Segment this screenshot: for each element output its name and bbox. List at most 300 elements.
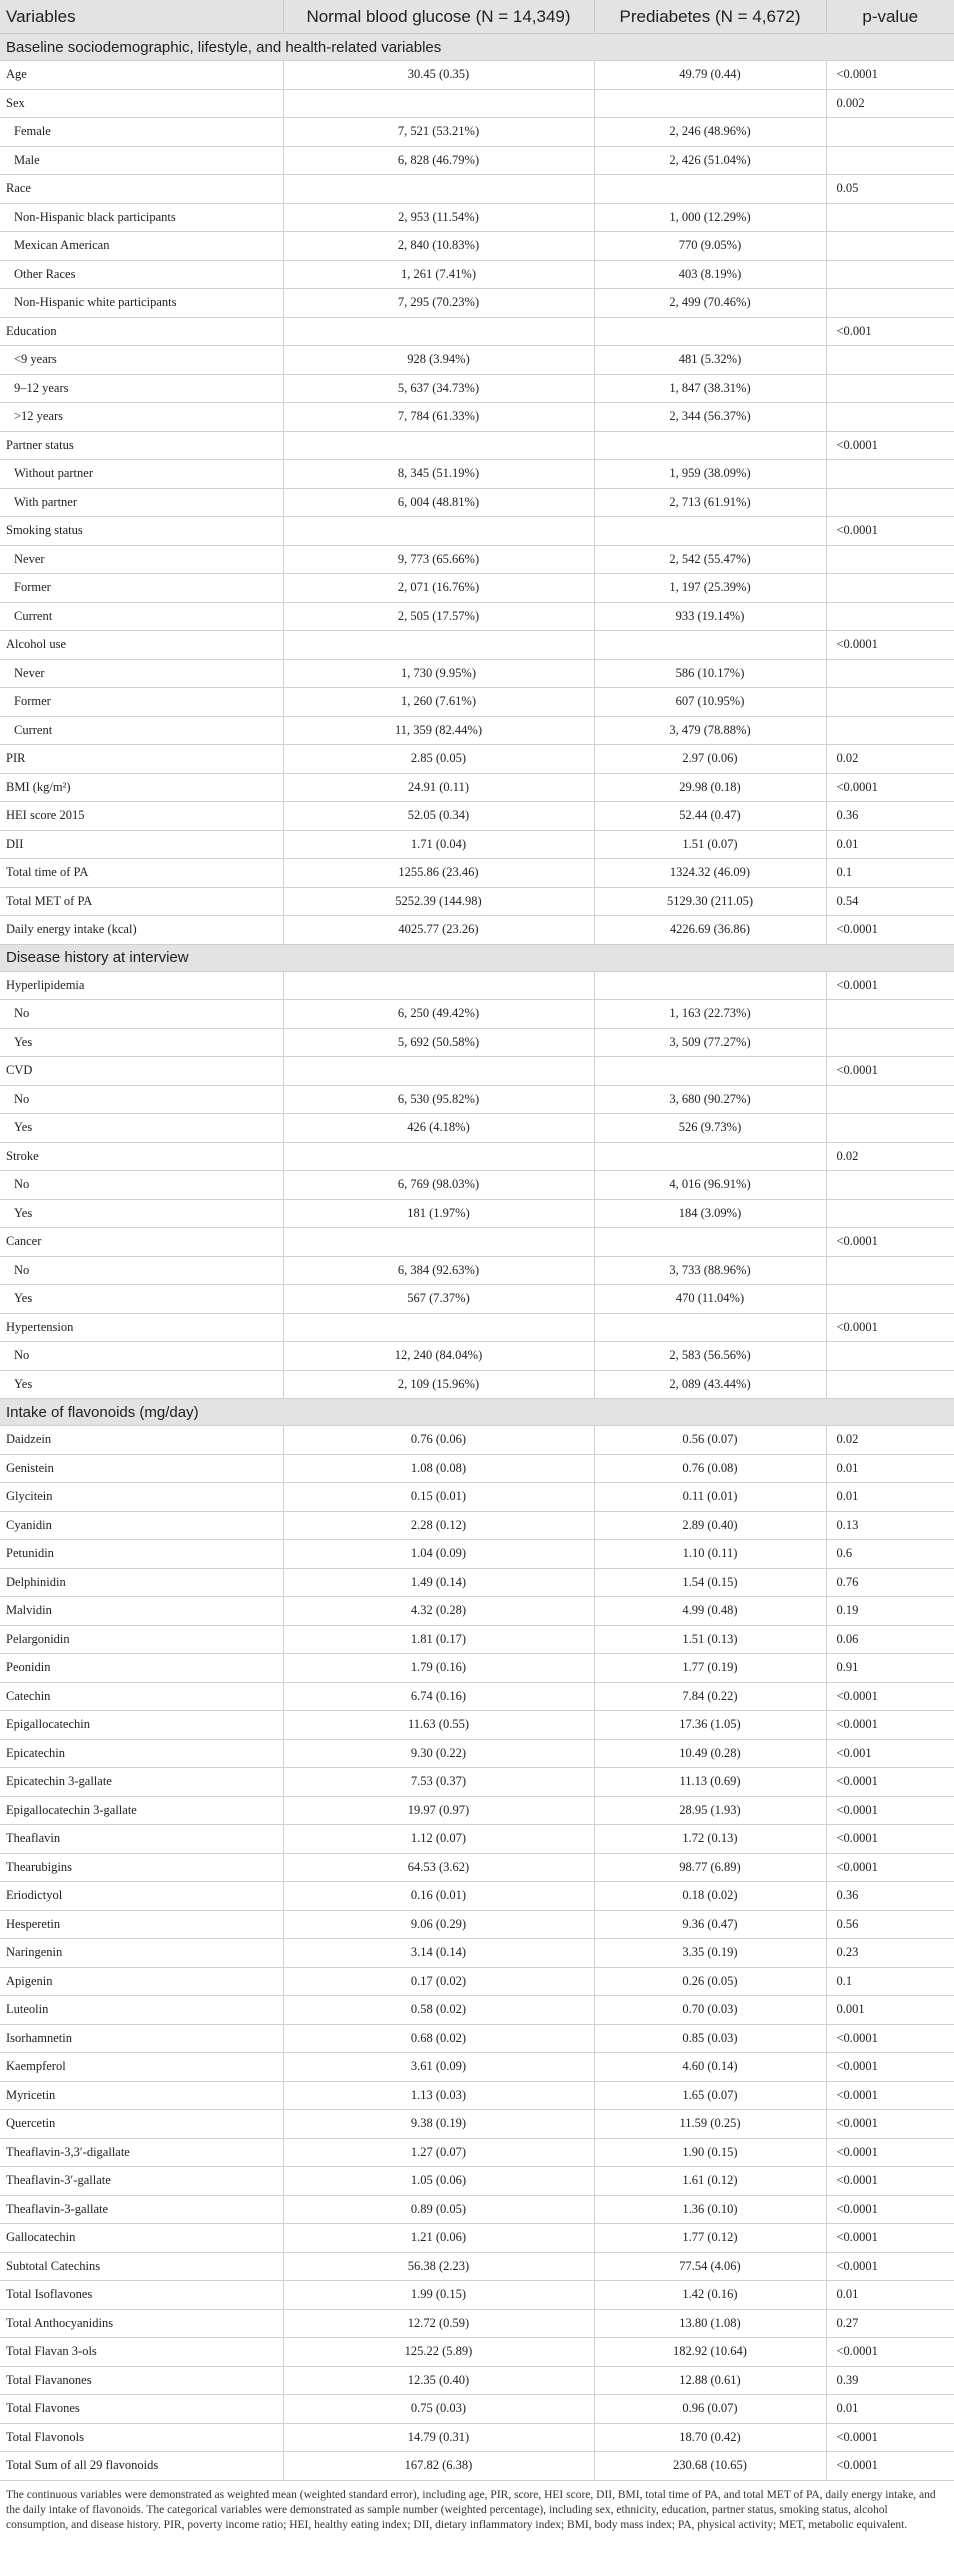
table-row [0, 1910, 954, 1939]
table-row [0, 289, 954, 318]
variable-cell: Theaflavin [0, 1825, 283, 1854]
normal-glucose-cell: 1.05 (0.06) [283, 2167, 594, 2196]
normal-glucose-cell: 7.53 (0.37) [283, 1768, 594, 1797]
prediabetes-cell: 1.51 (0.13) [594, 1625, 826, 1654]
prediabetes-cell: 770 (9.05%) [594, 232, 826, 261]
p-value-cell: <0.0001 [826, 517, 954, 546]
variable-cell: Hypertension [0, 1313, 283, 1342]
p-value-cell: 0.13 [826, 1511, 954, 1540]
prediabetes-cell: 0.70 (0.03) [594, 1996, 826, 2025]
p-value-cell [826, 659, 954, 688]
normal-glucose-cell [283, 175, 594, 204]
p-value-cell: 0.6 [826, 1540, 954, 1569]
normal-glucose-cell [283, 1057, 594, 1086]
table-row [0, 2252, 954, 2281]
table-row [0, 2110, 954, 2139]
variable-cell: HEI score 2015 [0, 802, 283, 831]
table-row [0, 1939, 954, 1968]
p-value-cell: 0.36 [826, 802, 954, 831]
normal-glucose-cell: 11.63 (0.55) [283, 1711, 594, 1740]
variable-cell: Delphinidin [0, 1568, 283, 1597]
p-value-cell: 0.01 [826, 2281, 954, 2310]
variable-cell: Total Flavones [0, 2395, 283, 2424]
normal-glucose-cell: 5, 637 (34.73%) [283, 374, 594, 403]
normal-glucose-cell: 7, 521 (53.21%) [283, 118, 594, 147]
p-value-cell: <0.001 [826, 317, 954, 346]
table-body [0, 34, 954, 2481]
table-row [0, 1256, 954, 1285]
table-row [0, 1370, 954, 1399]
normal-glucose-cell: 0.68 (0.02) [283, 2024, 594, 2053]
variable-cell: Theaflavin-3′-gallate [0, 2167, 283, 2196]
variable-cell: Naringenin [0, 1939, 283, 1968]
prediabetes-cell: 29.98 (0.18) [594, 773, 826, 802]
variable-cell: No [0, 1256, 283, 1285]
prediabetes-cell: 1.72 (0.13) [594, 1825, 826, 1854]
table-row [0, 1739, 954, 1768]
table-row [0, 1967, 954, 1996]
variable-cell: Yes [0, 1370, 283, 1399]
normal-glucose-cell: 2, 109 (15.96%) [283, 1370, 594, 1399]
prediabetes-cell: 11.13 (0.69) [594, 1768, 826, 1797]
p-value-cell: <0.0001 [826, 2252, 954, 2281]
prediabetes-cell: 3, 733 (88.96%) [594, 1256, 826, 1285]
p-value-cell: 0.1 [826, 1967, 954, 1996]
prediabetes-cell: 1, 197 (25.39%) [594, 574, 826, 603]
table-row [0, 1654, 954, 1683]
variable-cell: Never [0, 659, 283, 688]
p-value-cell: <0.0001 [826, 1313, 954, 1342]
prediabetes-cell: 11.59 (0.25) [594, 2110, 826, 2139]
table-row [0, 1511, 954, 1540]
normal-glucose-cell: 928 (3.94%) [283, 346, 594, 375]
normal-glucose-cell: 19.97 (0.97) [283, 1796, 594, 1825]
normal-glucose-cell: 3.14 (0.14) [283, 1939, 594, 1968]
normal-glucose-cell: 2.85 (0.05) [283, 745, 594, 774]
p-value-cell: 0.06 [826, 1625, 954, 1654]
normal-glucose-cell: 9.30 (0.22) [283, 1739, 594, 1768]
variable-cell: DII [0, 830, 283, 859]
p-value-cell: <0.0001 [826, 2423, 954, 2452]
table-row [0, 1142, 954, 1171]
variable-cell: Total Sum of all 29 flavonoids [0, 2452, 283, 2481]
prediabetes-cell: 1, 163 (22.73%) [594, 1000, 826, 1029]
table-row [0, 61, 954, 90]
variable-cell: Thearubigins [0, 1853, 283, 1882]
variable-cell: Race [0, 175, 283, 204]
p-value-cell [826, 1342, 954, 1371]
table-row [0, 602, 954, 631]
prediabetes-cell: 4.60 (0.14) [594, 2053, 826, 2082]
table-row [0, 1711, 954, 1740]
table-row [0, 2452, 954, 2481]
prediabetes-cell: 12.88 (0.61) [594, 2366, 826, 2395]
section-title: Intake of flavonoids (mg/day) [0, 1399, 954, 1426]
table-row [0, 1313, 954, 1342]
p-value-cell [826, 374, 954, 403]
normal-glucose-cell: 11, 359 (82.44%) [283, 716, 594, 745]
normal-glucose-cell: 2, 505 (17.57%) [283, 602, 594, 631]
normal-glucose-cell: 6, 769 (98.03%) [283, 1171, 594, 1200]
variable-cell: Epigallocatechin [0, 1711, 283, 1740]
p-value-cell: <0.0001 [826, 2167, 954, 2196]
p-value-cell: <0.0001 [826, 2081, 954, 2110]
variable-cell: Alcohol use [0, 631, 283, 660]
prediabetes-cell: 1.77 (0.12) [594, 2224, 826, 2253]
table-row [0, 1171, 954, 1200]
prediabetes-cell: 1.51 (0.07) [594, 830, 826, 859]
prediabetes-cell: 182.92 (10.64) [594, 2338, 826, 2367]
prediabetes-cell: 52.44 (0.47) [594, 802, 826, 831]
variable-cell: Epicatechin [0, 1739, 283, 1768]
p-value-cell: 0.19 [826, 1597, 954, 1626]
table-row [0, 89, 954, 118]
normal-glucose-cell: 9.06 (0.29) [283, 1910, 594, 1939]
prediabetes-cell: 0.11 (0.01) [594, 1483, 826, 1512]
normal-glucose-cell: 6, 004 (48.81%) [283, 488, 594, 517]
normal-glucose-cell: 64.53 (3.62) [283, 1853, 594, 1882]
normal-glucose-cell: 2, 953 (11.54%) [283, 203, 594, 232]
prediabetes-cell: 2.89 (0.40) [594, 1511, 826, 1540]
variable-cell: Current [0, 716, 283, 745]
table-row [0, 1796, 954, 1825]
prediabetes-cell [594, 431, 826, 460]
normal-glucose-cell: 1.49 (0.14) [283, 1568, 594, 1597]
table-row [0, 1228, 954, 1257]
normal-glucose-cell: 1.08 (0.08) [283, 1454, 594, 1483]
p-value-cell: 0.76 [826, 1568, 954, 1597]
normal-glucose-cell: 9.38 (0.19) [283, 2110, 594, 2139]
prediabetes-cell [594, 1142, 826, 1171]
prediabetes-cell: 2, 344 (56.37%) [594, 403, 826, 432]
prediabetes-cell: 0.96 (0.07) [594, 2395, 826, 2424]
variable-cell: Quercetin [0, 2110, 283, 2139]
table-row [0, 2138, 954, 2167]
table-row [0, 688, 954, 717]
table-row [0, 1597, 954, 1626]
variable-cell: Subtotal Catechins [0, 2252, 283, 2281]
variable-cell: Mexican American [0, 232, 283, 261]
prediabetes-cell: 1.90 (0.15) [594, 2138, 826, 2167]
normal-glucose-cell: 4.32 (0.28) [283, 1597, 594, 1626]
prediabetes-cell [594, 631, 826, 660]
variable-cell: Hyperlipidemia [0, 971, 283, 1000]
variable-cell: <9 years [0, 346, 283, 375]
p-value-cell: <0.0001 [826, 2138, 954, 2167]
variable-cell: Kaempferol [0, 2053, 283, 2082]
prediabetes-cell: 98.77 (6.89) [594, 1853, 826, 1882]
header-prediabetes: Prediabetes (N = 4,672) [594, 0, 826, 34]
table-row [0, 1825, 954, 1854]
prediabetes-cell [594, 517, 826, 546]
table-row [0, 2309, 954, 2338]
p-value-cell: 0.01 [826, 1454, 954, 1483]
table-row [0, 374, 954, 403]
prediabetes-cell [594, 175, 826, 204]
variable-cell: Glycitein [0, 1483, 283, 1512]
p-value-cell: 0.02 [826, 745, 954, 774]
variable-cell: Daidzein [0, 1426, 283, 1455]
normal-glucose-cell [283, 431, 594, 460]
table-row [0, 773, 954, 802]
p-value-cell: 0.001 [826, 1996, 954, 2025]
variable-cell: No [0, 1171, 283, 1200]
variable-cell: Malvidin [0, 1597, 283, 1626]
prediabetes-cell: 18.70 (0.42) [594, 2423, 826, 2452]
p-value-cell: 0.91 [826, 1654, 954, 1683]
variable-cell: Former [0, 688, 283, 717]
table-row [0, 916, 954, 945]
p-value-cell: <0.0001 [826, 1228, 954, 1257]
variable-cell: Non-Hispanic black participants [0, 203, 283, 232]
variable-cell: Petunidin [0, 1540, 283, 1569]
p-value-cell: 0.01 [826, 830, 954, 859]
prediabetes-cell [594, 317, 826, 346]
prediabetes-cell: 4226.69 (36.86) [594, 916, 826, 945]
prediabetes-cell: 0.85 (0.03) [594, 2024, 826, 2053]
prediabetes-cell [594, 971, 826, 1000]
table-row [0, 1285, 954, 1314]
prediabetes-cell: 13.80 (1.08) [594, 2309, 826, 2338]
variable-cell: Total Flavonols [0, 2423, 283, 2452]
variable-cell: Epigallocatechin 3-gallate [0, 1796, 283, 1825]
p-value-cell: <0.0001 [826, 2452, 954, 2481]
p-value-cell: 0.36 [826, 1882, 954, 1911]
prediabetes-cell: 4, 016 (96.91%) [594, 1171, 826, 1200]
table-row [0, 1996, 954, 2025]
p-value-cell: 0.39 [826, 2366, 954, 2395]
prediabetes-cell [594, 1313, 826, 1342]
p-value-cell [826, 488, 954, 517]
prediabetes-cell: 230.68 (10.65) [594, 2452, 826, 2481]
normal-glucose-cell: 1, 730 (9.95%) [283, 659, 594, 688]
table-row [0, 1540, 954, 1569]
prediabetes-cell: 1.65 (0.07) [594, 2081, 826, 2110]
variable-cell: Female [0, 118, 283, 147]
variable-cell: Isorhamnetin [0, 2024, 283, 2053]
p-value-cell: <0.0001 [826, 2053, 954, 2082]
p-value-cell [826, 602, 954, 631]
p-value-cell: <0.0001 [826, 1682, 954, 1711]
p-value-cell: <0.0001 [826, 1711, 954, 1740]
table-row [0, 2053, 954, 2082]
p-value-cell: <0.0001 [826, 773, 954, 802]
normal-glucose-cell [283, 971, 594, 1000]
variable-cell: BMI (kg/m²) [0, 773, 283, 802]
table-row [0, 2338, 954, 2367]
normal-glucose-cell: 1, 260 (7.61%) [283, 688, 594, 717]
prediabetes-cell: 1.54 (0.15) [594, 1568, 826, 1597]
table-header-row [0, 0, 954, 34]
normal-glucose-cell: 1.71 (0.04) [283, 830, 594, 859]
prediabetes-cell: 1.42 (0.16) [594, 2281, 826, 2310]
prediabetes-cell: 2, 426 (51.04%) [594, 146, 826, 175]
normal-glucose-cell: 30.45 (0.35) [283, 61, 594, 90]
table-row [0, 716, 954, 745]
prediabetes-cell: 933 (19.14%) [594, 602, 826, 631]
prediabetes-cell: 49.79 (0.44) [594, 61, 826, 90]
table-row [0, 1454, 954, 1483]
prediabetes-cell: 3, 680 (90.27%) [594, 1085, 826, 1114]
prediabetes-cell [594, 1228, 826, 1257]
variable-cell: 9–12 years [0, 374, 283, 403]
p-value-cell [826, 1028, 954, 1057]
prediabetes-cell: 3, 509 (77.27%) [594, 1028, 826, 1057]
p-value-cell: 0.02 [826, 1426, 954, 1455]
variable-cell: Genistein [0, 1454, 283, 1483]
normal-glucose-cell: 5, 692 (50.58%) [283, 1028, 594, 1057]
prediabetes-cell: 7.84 (0.22) [594, 1682, 826, 1711]
prediabetes-cell: 607 (10.95%) [594, 688, 826, 717]
normal-glucose-cell [283, 1228, 594, 1257]
normal-glucose-cell: 52.05 (0.34) [283, 802, 594, 831]
table-row [0, 1028, 954, 1057]
prediabetes-cell: 3, 479 (78.88%) [594, 716, 826, 745]
normal-glucose-cell: 1.21 (0.06) [283, 2224, 594, 2253]
prediabetes-cell: 2, 713 (61.91%) [594, 488, 826, 517]
variable-cell: Yes [0, 1199, 283, 1228]
section-title: Baseline sociodemographic, lifestyle, and health-related variables [0, 34, 954, 61]
p-value-cell: <0.0001 [826, 61, 954, 90]
variable-cell: Apigenin [0, 1967, 283, 1996]
p-value-cell: 0.23 [826, 1939, 954, 1968]
prediabetes-cell: 28.95 (1.93) [594, 1796, 826, 1825]
normal-glucose-cell: 3.61 (0.09) [283, 2053, 594, 2082]
table-row [0, 830, 954, 859]
variable-cell: Gallocatechin [0, 2224, 283, 2253]
variable-cell: Education [0, 317, 283, 346]
prediabetes-cell: 481 (5.32%) [594, 346, 826, 375]
table-row [0, 1853, 954, 1882]
prediabetes-cell: 17.36 (1.05) [594, 1711, 826, 1740]
section-header-row [0, 944, 954, 971]
normal-glucose-cell: 9, 773 (65.66%) [283, 545, 594, 574]
normal-glucose-cell: 2, 071 (16.76%) [283, 574, 594, 603]
table-row [0, 2224, 954, 2253]
prediabetes-cell [594, 89, 826, 118]
variable-cell: Myricetin [0, 2081, 283, 2110]
p-value-cell: 0.56 [826, 1910, 954, 1939]
normal-glucose-cell: 0.58 (0.02) [283, 1996, 594, 2025]
table-row [0, 1199, 954, 1228]
section-header-row [0, 1399, 954, 1426]
prediabetes-cell: 0.18 (0.02) [594, 1882, 826, 1911]
table-footnote: The continuous variables were demonstrated as weighted mean (weighted standard error), including age, PIR, score, HEI score, DII, BMI, total time of PA, and total MET of PA, daily energy intake, and the daily intake of flavonoids. The categorical variables were demonstrated as sample number (weighted percentage), including sex, ethnicity, education, partner status, smoking status, alcohol consumption, and disease history. PIR, poverty income ratio; HEI, healthy eating index; DII, dietary inflammatory index; BMI, body mass index; PA, physical activity; MET, metabolic equivalent. [6, 2488, 936, 2531]
p-value-cell [826, 1199, 954, 1228]
variable-cell: Hesperetin [0, 1910, 283, 1939]
normal-glucose-cell: 1255.86 (23.46) [283, 859, 594, 888]
prediabetes-cell: 403 (8.19%) [594, 260, 826, 289]
section-title: Disease history at interview [0, 944, 954, 971]
table-row [0, 1000, 954, 1029]
normal-glucose-cell: 4025.77 (23.26) [283, 916, 594, 945]
table-row [0, 1057, 954, 1086]
variable-cell: No [0, 1085, 283, 1114]
normal-glucose-cell: 56.38 (2.23) [283, 2252, 594, 2281]
table-row [0, 2395, 954, 2424]
normal-glucose-cell: 14.79 (0.31) [283, 2423, 594, 2452]
variable-cell: Total Isoflavones [0, 2281, 283, 2310]
normal-glucose-cell: 1.99 (0.15) [283, 2281, 594, 2310]
variable-cell: Eriodictyol [0, 1882, 283, 1911]
variable-cell: Pelargonidin [0, 1625, 283, 1654]
table-row [0, 1882, 954, 1911]
variable-cell: Yes [0, 1285, 283, 1314]
normal-glucose-cell: 5252.39 (144.98) [283, 887, 594, 916]
table-row [0, 488, 954, 517]
p-value-cell: <0.0001 [826, 1057, 954, 1086]
p-value-cell [826, 203, 954, 232]
p-value-cell: <0.0001 [826, 916, 954, 945]
variable-cell: Yes [0, 1028, 283, 1057]
variable-cell: Theaflavin-3,3′-digallate [0, 2138, 283, 2167]
variable-cell: Peonidin [0, 1654, 283, 1683]
normal-glucose-cell: 12.72 (0.59) [283, 2309, 594, 2338]
p-value-cell: <0.0001 [826, 1825, 954, 1854]
normal-glucose-cell: 7, 295 (70.23%) [283, 289, 594, 318]
p-value-cell [826, 403, 954, 432]
variable-cell: Luteolin [0, 1996, 283, 2025]
variable-cell: Never [0, 545, 283, 574]
normal-glucose-cell: 0.89 (0.05) [283, 2195, 594, 2224]
prediabetes-cell: 1, 959 (38.09%) [594, 460, 826, 489]
prediabetes-cell: 2.97 (0.06) [594, 745, 826, 774]
p-value-cell [826, 1171, 954, 1200]
table-row [0, 260, 954, 289]
normal-glucose-cell: 1.04 (0.09) [283, 1540, 594, 1569]
variable-cell: No [0, 1000, 283, 1029]
p-value-cell: 0.27 [826, 2309, 954, 2338]
header-p-value: p-value [826, 0, 954, 34]
p-value-cell [826, 574, 954, 603]
prediabetes-cell: 3.35 (0.19) [594, 1939, 826, 1968]
prediabetes-cell: 470 (11.04%) [594, 1285, 826, 1314]
normal-glucose-cell: 6, 530 (95.82%) [283, 1085, 594, 1114]
prediabetes-cell: 1324.32 (46.09) [594, 859, 826, 888]
table-row [0, 317, 954, 346]
table-row [0, 1625, 954, 1654]
normal-glucose-cell [283, 317, 594, 346]
table-row [0, 403, 954, 432]
table-row [0, 1568, 954, 1597]
prediabetes-cell: 77.54 (4.06) [594, 2252, 826, 2281]
prediabetes-cell: 0.56 (0.07) [594, 1426, 826, 1455]
table-row [0, 118, 954, 147]
variable-cell: Daily energy intake (kcal) [0, 916, 283, 945]
table-row [0, 1768, 954, 1797]
normal-glucose-cell [283, 517, 594, 546]
p-value-cell [826, 1256, 954, 1285]
prediabetes-cell: 1.10 (0.11) [594, 1540, 826, 1569]
table-row [0, 887, 954, 916]
variable-cell: Total MET of PA [0, 887, 283, 916]
normal-glucose-cell [283, 1313, 594, 1342]
table-row [0, 859, 954, 888]
variable-cell: Age [0, 61, 283, 90]
normal-glucose-cell: 426 (4.18%) [283, 1114, 594, 1143]
p-value-cell [826, 346, 954, 375]
table-row [0, 2281, 954, 2310]
variable-cell: Partner status [0, 431, 283, 460]
table-row [0, 1114, 954, 1143]
variable-cell: With partner [0, 488, 283, 517]
variable-cell: >12 years [0, 403, 283, 432]
table-row [0, 802, 954, 831]
variable-cell: Epicatechin 3-gallate [0, 1768, 283, 1797]
prediabetes-cell: 1, 000 (12.29%) [594, 203, 826, 232]
table-row [0, 545, 954, 574]
header-variables: Variables [0, 0, 283, 34]
